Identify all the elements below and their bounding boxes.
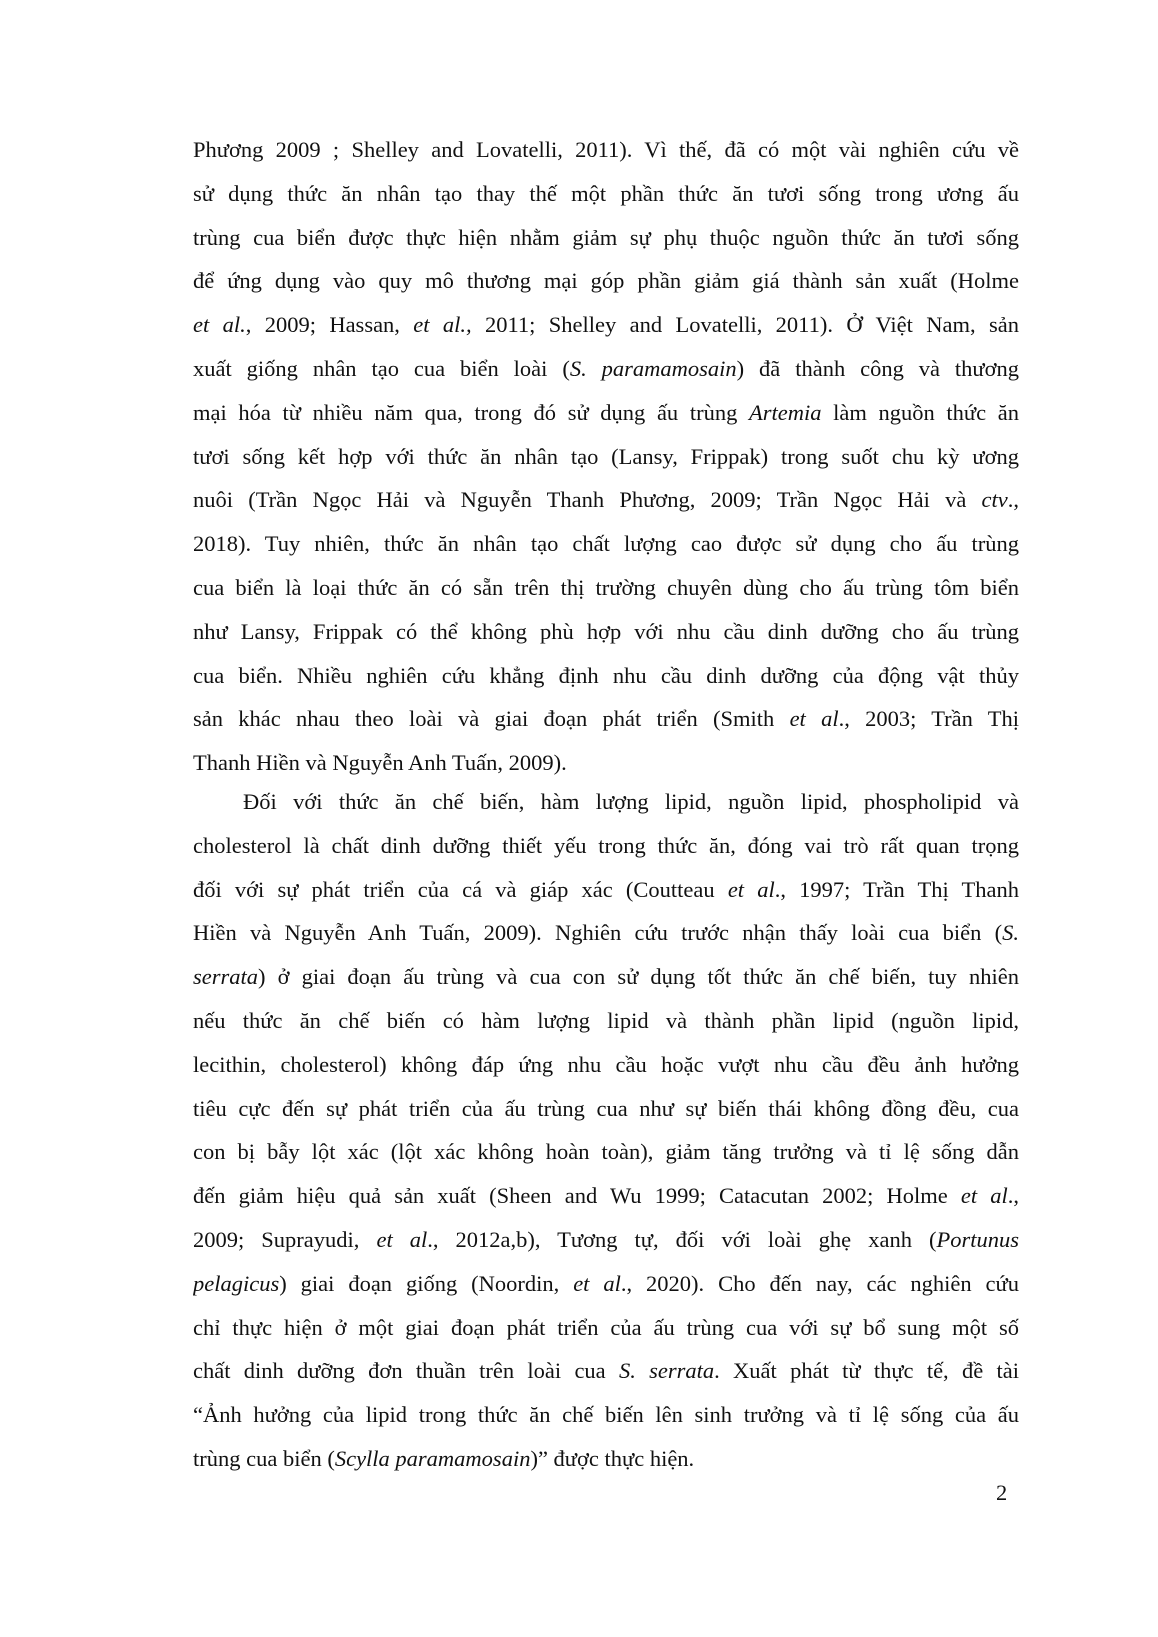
italic-text: S. [1002,920,1019,946]
text-run: nếu thức ăn chế biến có hàm lượng lipid và thành phần lipid (nguồn lipid, [193,1007,1019,1033]
paragraph-1 [193,128,1019,785]
text-line [193,478,1019,522]
italic-text: et al [376,1226,428,1252]
text-run: 2018). Tuy nhiên, thức ăn nhân tạo chất lượng cao được sử dụng cho ấu trùng [193,531,1019,557]
text-line [193,1218,1019,1262]
text-run: chỉ thực hiện ở một giai đoạn phát triển của ấu trùng cua với sự bổ sung một số [193,1314,1019,1340]
text-run: ) ở giai đoạn ấu trùng và cua con sử dụng tốt thức ăn chế biến, tuy nhiên [258,964,1019,990]
text-line [193,1174,1019,1218]
text-run: 2009; Suprayudi, [193,1226,377,1252]
text-line [193,1087,1019,1131]
italic-text: Artemia [748,399,822,425]
text-run: cholesterol là chất dinh dưỡng thiết yếu trong thức ăn, đóng vai trò rất quan trọng [193,832,1019,858]
text-run: ., 2012a,b), Tương tự, đối với loài ghẹ xanh ( [427,1226,937,1252]
text-line [193,999,1019,1043]
text-line [193,128,1019,172]
text-run: ., 1997; Trần Thị Thanh [774,876,1019,902]
italic-text: et al [960,1183,1008,1209]
text-run: Phương 2009 ; Shelley and Lovatelli, 2011). Vì thế, đã có một vài nghiên cứu về [193,137,1019,162]
text-run: sản khác nhau theo loài và giai đoạn phát triển (Smith [193,706,790,732]
text-run: cua biển là loại thức ăn có sẵn trên thị trường chuyên dùng cho ấu trùng tôm biển [193,574,1019,600]
text-run: “Ảnh hưởng của lipid trong thức ăn chế biến lên sinh trưởng và tỉ lệ sống của ấu [193,1402,1019,1428]
text-run: tươi sống kết hợp với thức ăn nhân tạo (Lansy, Frippak) trong suốt chu kỳ ương [193,443,1019,469]
italic-text: serrata [193,964,259,990]
text-run: ., 2003; Trần Thị [838,706,1019,732]
text-line [193,566,1019,610]
italic-text: et al [573,1270,621,1296]
italic-text: Scylla paramamosain [334,1445,531,1471]
text-run: đối với sự phát triển của cá và giáp xác (Coutteau [193,876,728,902]
text-run: mại hóa từ nhiều năm qua, trong đó sử dụng ấu trùng [193,399,749,425]
paragraph-2 [193,780,1019,1481]
text-line [193,391,1019,435]
text-line [193,1043,1019,1087]
text-run: sử dụng thức ăn nhân tạo thay thế một phần thức ăn tươi sống trong ương ấu [193,180,1019,206]
text-run: Thanh Hiền và Nguyễn Anh Tuấn, 2009). [193,750,567,776]
text-run: ., [1007,487,1019,513]
text-run: ., 2020). Cho đến nay, các nghiên cứu [620,1270,1019,1296]
text-line [193,303,1019,347]
text-line [193,1349,1019,1393]
text-line [193,259,1019,303]
text-line [193,697,1019,741]
text-run: trùng cua biển được thực hiện nhằm giảm sự phụ thuộc nguồn thức ăn tươi sống [193,224,1019,250]
italic-text: et al [727,876,775,902]
text-run: Hiền và Nguyễn Anh Tuấn, 2009). Nghiên cứu trước nhận thấy loài cua biển ( [193,920,1003,946]
italic-text: S. serrata [618,1358,715,1384]
text-run: đến giảm hiệu quả sản xuất (Sheen and Wu 1999; Catacutan 2002; Holme [193,1183,961,1209]
text-run: tiêu cực đến sự phát triển của ấu trùng cua như sự biến thái không đồng đều, cua [193,1095,1019,1121]
text-run: trùng cua biển ( [193,1445,335,1471]
italic-text: S. paramamosain [569,355,737,381]
text-run: để ứng dụng vào quy mô thương mại góp phần giảm giá thành sản xuất (Holme [193,268,1019,294]
text-run: Đối với thức ăn chế biến, hàm lượng lipid, nguồn lipid, phospholipid và [243,789,1019,814]
text-line [193,911,1019,955]
text-run: ) đã thành công và thương [736,355,1019,381]
text-line [193,1393,1019,1437]
text-line [193,1437,1019,1481]
text-run: . Xuất phát từ thực tế, đề tài [714,1358,1019,1384]
page-number: 2 [996,1480,1008,1505]
text-run: 2011; Shelley and Lovatelli, 2011). Ở Việt Nam, sản [471,312,1019,338]
text-run: , 2009; Hassan, [245,312,414,338]
text-line [193,741,1019,785]
text-line [193,347,1019,391]
text-run: làm nguồn thức ăn [821,399,1019,425]
text-run: như Lansy, Frippak có thể không phù hợp với nhu cầu dinh dưỡng cho ấu trùng [193,618,1019,644]
italic-text: ctv [981,487,1008,513]
text-line [193,1262,1019,1306]
italic-text: et al. [193,312,246,338]
italic-text: et al [789,706,839,732]
text-line [193,435,1019,479]
text-line [193,522,1019,566]
text-run: con bị bẫy lột xác (lột xác không hoàn toàn), giảm tăng trưởng và tỉ lệ sống dẫn [193,1139,1019,1165]
text-run: nuôi (Trần Ngọc Hải và Nguyễn Thanh Phương, 2009; Trần Ngọc Hải và [193,487,982,513]
text-run: chất dinh dưỡng đơn thuần trên loài cua [193,1358,619,1384]
text-line [193,610,1019,654]
italic-text: Portunus [936,1226,1019,1252]
text-line [193,780,1019,824]
text-run: )” được thực hiện. [530,1445,695,1471]
text-line [193,1306,1019,1350]
text-line [193,1130,1019,1174]
text-line [193,172,1019,216]
text-run: lecithin, cholesterol) không đáp ứng nhu cầu hoặc vượt nhu cầu đều ảnh hưởng [193,1051,1019,1077]
text-run: xuất giống nhân tạo cua biển loài ( [193,355,570,381]
text-line [193,868,1019,912]
italic-text: pelagicus [193,1270,280,1296]
text-line [193,216,1019,260]
text-line [193,955,1019,999]
text-run: cua biển. Nhiều nghiên cứu khẳng định nhu cầu dinh dưỡng của động vật thủy [193,662,1019,688]
text-run: ., [1007,1183,1019,1209]
italic-text: et al., [413,312,472,338]
text-run: ) giai đoạn giống (Noordin, [279,1270,574,1296]
text-line [193,654,1019,698]
text-line [193,824,1019,868]
